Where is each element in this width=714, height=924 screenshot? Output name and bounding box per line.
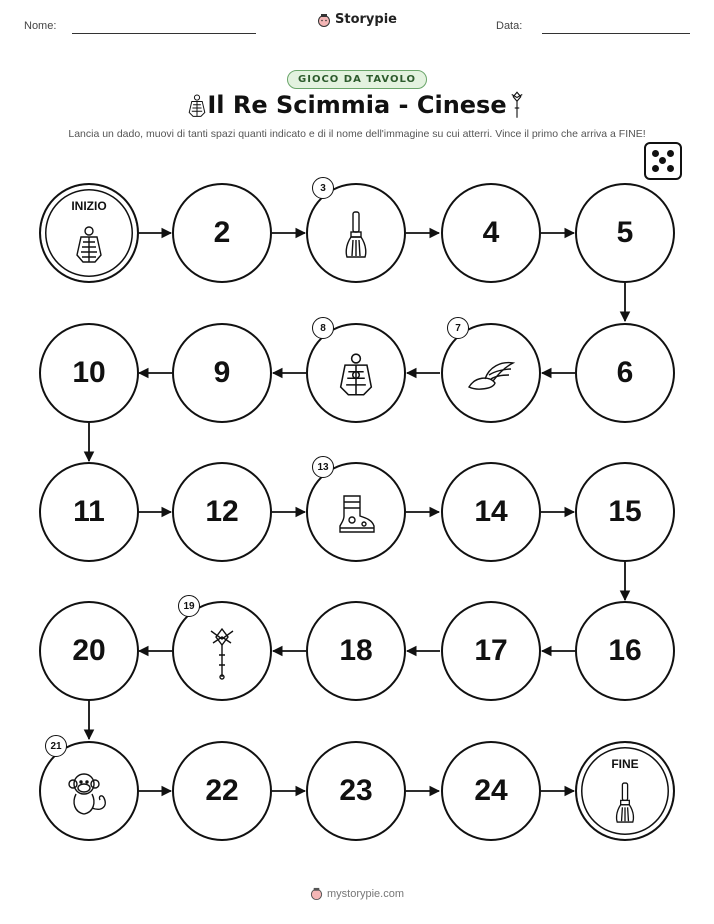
space-number: 23 <box>339 774 373 807</box>
space-number: 5 <box>616 216 634 249</box>
space-11[interactable] <box>39 462 139 562</box>
space-4[interactable] <box>441 183 541 283</box>
space-16[interactable] <box>575 601 675 701</box>
space-number: 4 <box>482 216 500 249</box>
space-tag: 3 <box>312 177 334 199</box>
space-23[interactable] <box>306 741 406 841</box>
space-18[interactable] <box>306 601 406 701</box>
space-14[interactable] <box>441 462 541 562</box>
monkey-icon <box>64 768 114 818</box>
space-number: 24 <box>474 774 508 807</box>
space-21[interactable] <box>39 741 139 841</box>
space-number: 10 <box>72 356 106 389</box>
space-8[interactable] <box>306 323 406 423</box>
space-number: 2 <box>213 216 231 249</box>
category-badge: GIOCO DA TAVOLO <box>287 70 427 89</box>
space-number: 22 <box>205 774 239 807</box>
space-6[interactable] <box>575 323 675 423</box>
space-7[interactable] <box>441 323 541 423</box>
space-tag: 19 <box>178 595 200 617</box>
boot-icon <box>334 492 378 536</box>
brush-icon <box>341 210 371 260</box>
space-9[interactable] <box>172 323 272 423</box>
space-number: 20 <box>72 634 106 667</box>
brush-icon <box>612 781 638 825</box>
date-label: Data: <box>496 20 523 32</box>
space-number: 16 <box>608 634 642 667</box>
space-15[interactable] <box>575 462 675 562</box>
space-number: 11 <box>73 495 105 528</box>
space-number: 9 <box>213 356 231 389</box>
feather-cap-icon <box>465 357 517 393</box>
space-start[interactable] <box>39 183 139 283</box>
space-13[interactable] <box>306 462 406 562</box>
footer-url[interactable]: mystorypie.com <box>326 887 405 900</box>
space-2[interactable] <box>172 183 272 283</box>
storypie-logo-icon <box>310 887 323 900</box>
space-number: 6 <box>616 356 634 389</box>
space-3[interactable] <box>306 183 406 283</box>
footer <box>0 887 714 903</box>
brand-name: Storypie <box>335 12 397 27</box>
space-tag: 7 <box>447 317 469 339</box>
space-finish[interactable] <box>575 741 675 841</box>
space-tag: 21 <box>45 735 67 757</box>
space-20[interactable] <box>39 601 139 701</box>
space-24[interactable] <box>441 741 541 841</box>
page-title: Il Re Scimmia - Cinese <box>207 91 507 119</box>
space-17[interactable] <box>441 601 541 701</box>
space-number: 15 <box>608 495 642 528</box>
finish-label: FINE <box>611 757 639 771</box>
space-number: 18 <box>339 634 373 667</box>
space-tag: 13 <box>312 456 334 478</box>
space-22[interactable] <box>172 741 272 841</box>
staff-icon <box>205 625 239 681</box>
space-number: 14 <box>474 495 508 528</box>
armor-icon <box>334 352 378 398</box>
start-label: INIZIO <box>71 199 107 213</box>
space-19[interactable] <box>172 601 272 701</box>
space-number: 12 <box>205 495 239 528</box>
space-10[interactable] <box>39 323 139 423</box>
armor-icon <box>69 225 109 265</box>
space-tag: 8 <box>312 317 334 339</box>
space-number: 17 <box>474 634 508 667</box>
instructions: Lancia un dado, muovi di tanti spazi quanti indicato e di il nome dell'immagine su cui atterri. Vince il primo che arriva a FINE! <box>68 128 646 140</box>
name-label: Nome: <box>24 20 57 32</box>
space-12[interactable] <box>172 462 272 562</box>
space-5[interactable] <box>575 183 675 283</box>
